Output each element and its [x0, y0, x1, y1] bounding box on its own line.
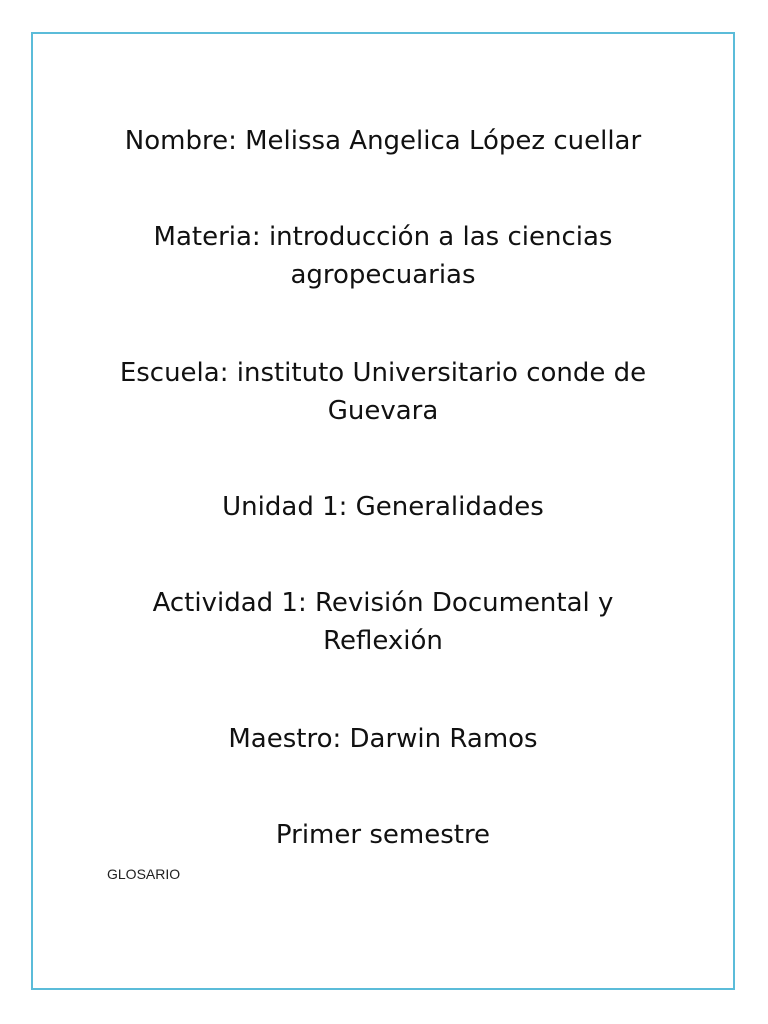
student-name: Nombre: Melissa Angelica López cuellar	[124, 126, 642, 156]
glossary-heading: GLOSARIO	[107, 866, 181, 882]
subject: Materia: introducción a las ciencias agropecuarias	[153, 222, 613, 290]
document-page	[31, 32, 735, 990]
school: Escuela: instituto Universitario conde de Guevara	[119, 358, 647, 426]
semester: Primer semestre	[275, 820, 491, 850]
unit: Unidad 1: Generalidades	[222, 492, 544, 522]
activity: Actividad 1: Revisión Documental y Reflexión	[152, 588, 614, 656]
teacher: Maestro: Darwin Ramos	[228, 724, 538, 754]
